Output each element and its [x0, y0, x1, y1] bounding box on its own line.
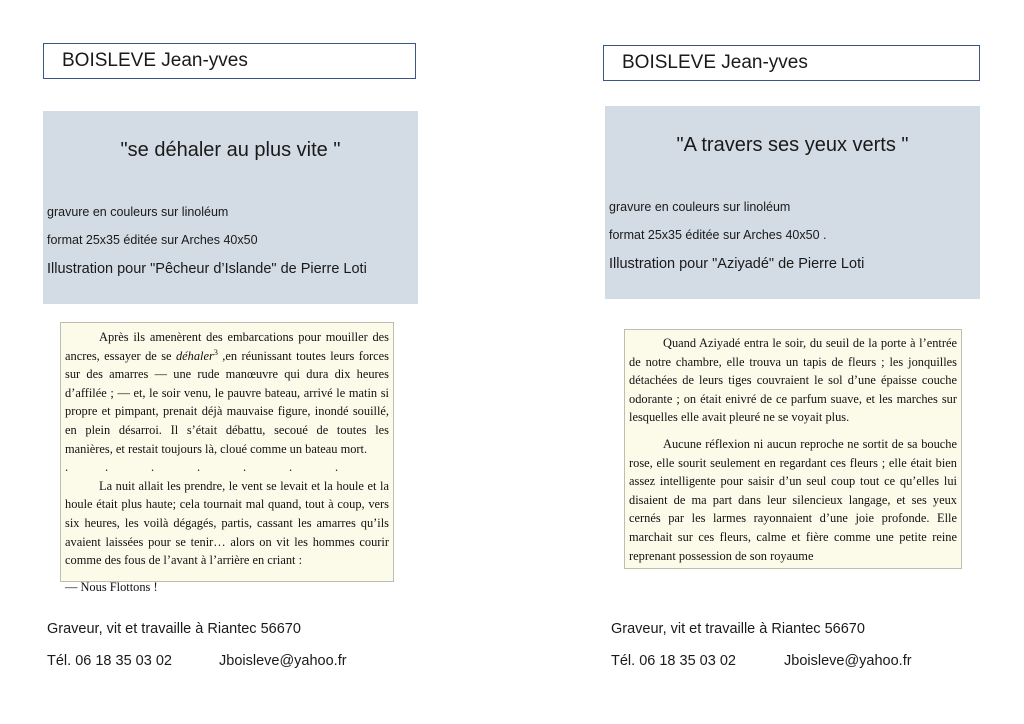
ellipsis-dot: . [335, 460, 339, 475]
excerpt-paragraph: Quand Aziyadé entra le soir, du seuil de la porte à l’entrée de notre chambre, elle trouva un tapis de fleurs ; les jonquilles détachées de leurs tiges couvraient le sol d’une épaisse couche odorante ; on était enivré de ce parfum suave, et les marches sur lesquelles elle avait pleuré ne se voyait plus. [629, 336, 957, 425]
artwork-format: format 25x35 éditée sur Arches 40x50 [47, 233, 258, 247]
artwork-technique: gravure en couleurs sur linoléum [609, 200, 791, 214]
excerpt-term [176, 349, 218, 363]
artist-name: BOISLEVE Jean-yves [43, 43, 416, 79]
artwork-illustration: Illustration pour "Aziyadé" de Pierre Loti [609, 256, 865, 272]
excerpt-text: ,en réunissant toutes leurs forces sur des amarres — une rude manœuvre qui dura dix heures d’affilée ; — et, le soir venu, le pauvre bateau, arrivé le matin si propre et pimpant, prenait déjà mauvaise figure, inondé souillé, en plein désarroi. Il s’était débattu, secoué de toutes les manières, et restait toujours là, cloué comme un bateau mort. [65, 348, 389, 456]
ellipsis-row [65, 458, 389, 477]
artwork-title: "A travers ses yeux verts " [676, 134, 909, 156]
excerpt-paragraph [65, 328, 389, 458]
ellipsis-dot: . [105, 460, 109, 475]
artist-name: BOISLEVE Jean-yves [603, 45, 980, 81]
artwork-format: format 25x35 éditée sur Arches 40x50 . [609, 228, 827, 242]
artist-phone: Tél. 06 18 35 03 02 [47, 653, 172, 669]
artist-email: Jboisleve@yahoo.fr [784, 653, 912, 669]
artist-phone: Tél. 06 18 35 03 02 [611, 653, 736, 669]
excerpt-paragraph: Aucune réflexion ni aucun reproche ne sortit de sa bouche rose, elle sourit seulement en regardant ces fleurs ; elle était bien assez intelligente pour saisir d’un seul coup tout ce qu’elles lui disaient de ma part dans leur silencieux langage, et ses yeux cernés par les larmes rayonnaient d’une joie profonde. Elle marchait sur ces fleurs, calme et fière comme une petite reine reprenant possession de son royaume [629, 436, 957, 563]
excerpt-paragraph: La nuit allait les prendre, le vent se levait et la houle et la houle était plus haute; cela tournait mal quand, tout à coup, vers six heures, les voilà dégagés, partis, cassant les amarres qu’ils avaient laissées pour se tenir… alors on vit les hommes courir comme des fous de l’avant à l’arrière en criant : [65, 478, 389, 568]
book-excerpt [624, 329, 962, 569]
book-excerpt [60, 322, 394, 594]
ellipsis-dot: . [243, 460, 247, 475]
excerpt-paragraph: — Nous Flottons ! [65, 579, 158, 594]
footnote-marker: 3 [213, 347, 218, 357]
excerpt-text: Après ils amenèrent des embarcations pour mouiller des ancres, essayer de se [65, 330, 389, 363]
artist-location: Graveur, vit et travaille à Riantec 56670 [611, 621, 865, 637]
artwork-title: "se déhaler au plus vite " [120, 139, 341, 161]
artist-location: Graveur, vit et travaille à Riantec 56670 [47, 621, 301, 637]
ellipsis-dot: . [65, 460, 69, 475]
card-right [512, 0, 1024, 724]
artist-email: Jboisleve@yahoo.fr [219, 653, 347, 669]
artwork-info-box [43, 111, 418, 304]
ellipsis-dot: . [289, 460, 293, 475]
artwork-info-box [605, 106, 980, 299]
ellipsis-dot: . [151, 460, 155, 475]
ellipsis-dot: . [197, 460, 201, 475]
artwork-technique: gravure en couleurs sur linoléum [47, 205, 229, 219]
excerpt-italic-word: déhaler [175, 348, 214, 363]
artwork-illustration: Illustration pour "Pêcheur d’Islande" de Pierre Loti [47, 261, 367, 277]
